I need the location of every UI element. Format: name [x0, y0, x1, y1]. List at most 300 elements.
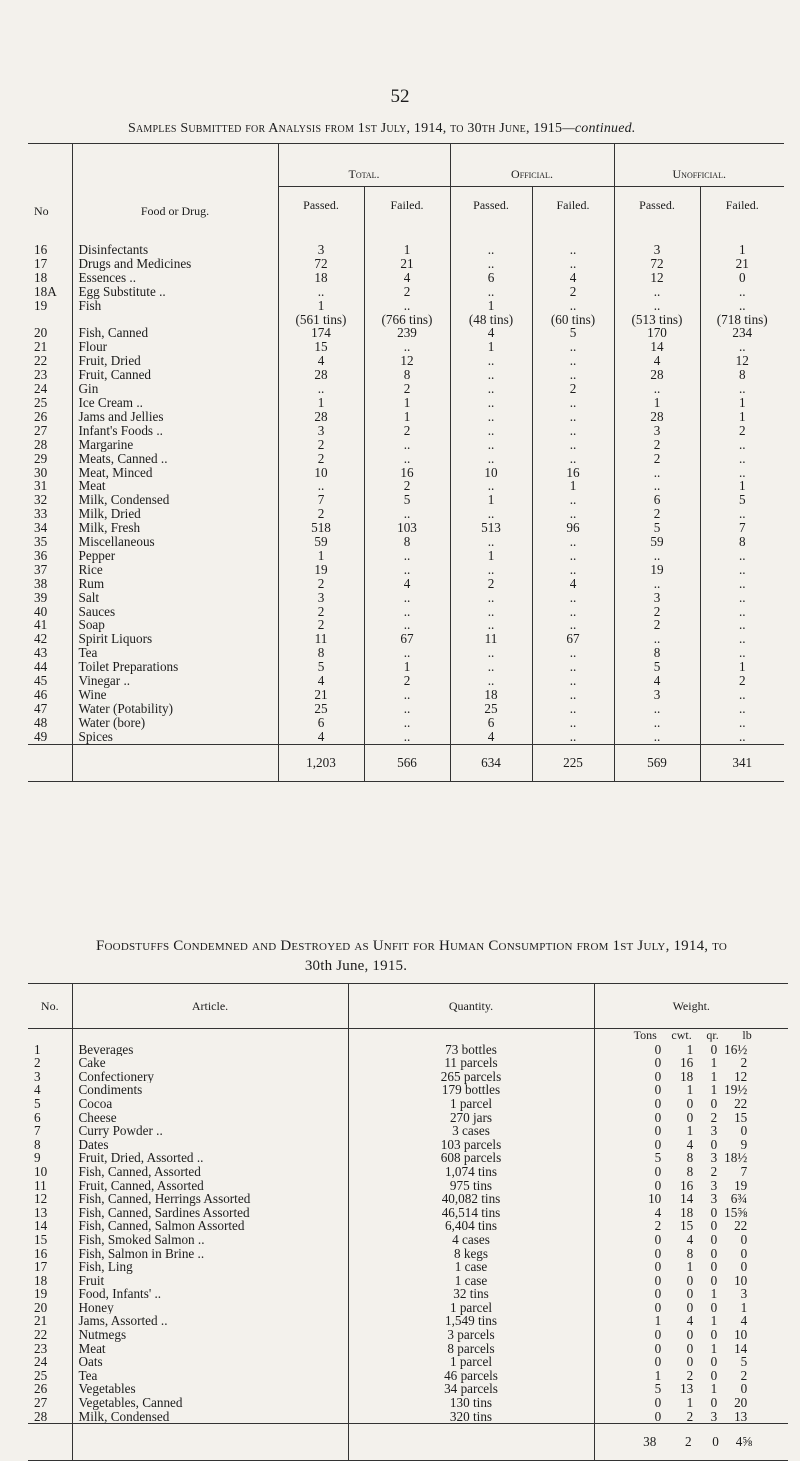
cell-unofficial-passed: 19 [614, 563, 700, 577]
cell-official-failed: (60 tins) [532, 313, 614, 327]
weight-qr: 0 [710, 1272, 718, 1288]
row-weight [594, 1382, 788, 1396]
row-weight [594, 1260, 788, 1274]
weight-lb: 0 [740, 1231, 748, 1247]
cell-official-passed: 25 [450, 702, 532, 716]
row-article: Fish, Canned, Sardines Assorted [72, 1206, 348, 1220]
row-article: Confectionery [72, 1070, 348, 1084]
cell-unofficial-failed: .. [738, 700, 746, 716]
table-row [28, 299, 784, 313]
cell-official-passed: .. [450, 674, 532, 688]
cell-unofficial-passed: .. [614, 549, 700, 563]
cell-official-passed: .. [450, 410, 532, 424]
weight-lb: 18½ [724, 1150, 748, 1166]
weight-lb: 22 [734, 1095, 748, 1111]
cell-total-failed: 239 [364, 326, 450, 340]
col-total-failed: Failed. [364, 187, 450, 224]
row-food-name: Essences .. [72, 271, 278, 285]
row-food-name: Flour [72, 340, 278, 354]
row-quantity: 3 parcels [348, 1328, 594, 1342]
cell-total-passed: 72 [278, 257, 364, 271]
col-total: Total. [278, 144, 450, 187]
weight-lb: 0 [740, 1245, 748, 1261]
table-row [28, 688, 784, 702]
cell-unofficial-failed: 234 [732, 325, 753, 341]
cell-unofficial-passed: 28 [614, 410, 700, 424]
table-row [28, 396, 784, 410]
table-row [28, 646, 784, 660]
weight-cwt: 16 [680, 1177, 694, 1193]
row-number: 27 [28, 1396, 72, 1410]
weight-lb: 0 [740, 1123, 748, 1139]
cell-unofficial-failed: 0 [738, 269, 746, 285]
cell-total-failed: .. [364, 702, 450, 716]
cell-official-passed: .. [450, 424, 532, 438]
weight-cwt: 4 [686, 1313, 694, 1329]
cell-unofficial-failed: 2 [738, 422, 746, 438]
row-weight [594, 1274, 788, 1288]
unit-cwt: cwt. [671, 1028, 692, 1042]
table-row [28, 1070, 788, 1084]
row-weight [594, 1138, 788, 1152]
row-food-name: Milk, Fresh [72, 521, 278, 535]
cell-total-failed: .. [364, 591, 450, 605]
row-food-name: Spices [72, 730, 278, 744]
total-passed-sum: 1,203 [278, 744, 364, 781]
table-row [28, 285, 784, 299]
weight-lb: 20 [734, 1395, 748, 1411]
weight-tons: 0 [654, 1245, 662, 1261]
cell-unofficial-failed: 8 [738, 367, 746, 383]
row-weight [594, 1165, 788, 1179]
weight-cwt: 0 [686, 1272, 694, 1288]
row-weight [594, 1097, 788, 1111]
cell-official-failed: 2 [532, 382, 614, 396]
weight-cwt: 4 [686, 1136, 694, 1152]
table-row [28, 1355, 788, 1369]
weight-tons: 0 [654, 1163, 662, 1179]
cell-unofficial-passed: 5 [614, 660, 700, 674]
row-number: 12 [28, 1192, 72, 1206]
cell-unofficial-passed: 5 [614, 521, 700, 535]
row-quantity: 1 case [348, 1260, 594, 1274]
cell-total-failed: 8 [364, 368, 450, 382]
row-quantity: 179 bottles [348, 1083, 594, 1097]
row-food-name: Toilet Preparations [72, 660, 278, 674]
weight-tons: 5 [654, 1150, 662, 1166]
cell-unofficial-failed: .. [738, 631, 746, 647]
cell-unofficial-passed: 1 [614, 396, 700, 410]
row-weight [594, 1247, 788, 1261]
weight-lb: 15 [734, 1109, 748, 1125]
cell-total-failed: .. [364, 299, 450, 313]
weight-cwt: 1 [686, 1041, 694, 1057]
row-number: 42 [28, 632, 72, 646]
cell-total-passed: 18 [278, 271, 364, 285]
weight-lb: 5 [740, 1354, 748, 1370]
cell-total-failed: .. [364, 688, 450, 702]
unit-lb: lb [742, 1028, 752, 1042]
cell-total-passed: 1 [278, 549, 364, 563]
cell-total-failed: 2 [364, 285, 450, 299]
row-food-name: Fruit, Canned [72, 368, 278, 382]
cell-unofficial-passed: 12 [614, 271, 700, 285]
cell-total-failed: .. [364, 716, 450, 730]
col-official-failed: Failed. [532, 187, 614, 224]
table-row [28, 1043, 788, 1057]
cell-unofficial-failed: .. [738, 728, 746, 744]
weight-tons: 4 [654, 1204, 662, 1220]
row-weight [594, 1124, 788, 1138]
weight-tons: 0 [654, 1408, 662, 1424]
cell-official-failed: .. [532, 660, 614, 674]
table-row [28, 730, 784, 744]
table-row [28, 1097, 788, 1111]
cell-total-failed: .. [364, 646, 450, 660]
row-quantity: 1,549 tins [348, 1314, 594, 1328]
row-food-name: Meat [72, 479, 278, 493]
weight-tons: 0 [654, 1340, 662, 1356]
cell-total-passed: 59 [278, 535, 364, 549]
cell-total-failed: 2 [364, 382, 450, 396]
row-number: 17 [28, 257, 72, 271]
weight-tons: 1 [654, 1367, 662, 1383]
cell-total-passed: 8 [278, 646, 364, 660]
weight-tons: 0 [654, 1272, 662, 1288]
weight-qr: 0 [710, 1218, 718, 1234]
row-number: 30 [28, 466, 72, 480]
table-row [28, 1274, 788, 1288]
weight-cwt: 0 [686, 1109, 694, 1125]
cell-total-passed: 3 [278, 424, 364, 438]
table1-title-main: Samples Submitted for Analysis from 1st July, 1914, to 30th June, 1915 [128, 121, 563, 136]
cell-official-passed: .. [450, 223, 532, 257]
row-food-name: Ice Cream .. [72, 396, 278, 410]
row-quantity: 8 kegs [348, 1247, 594, 1261]
row-weight [594, 1410, 788, 1424]
page-number: 52 [390, 86, 410, 107]
cell-official-passed: .. [450, 285, 532, 299]
cell-official-failed: .. [532, 438, 614, 452]
row-number: 28 [28, 1410, 72, 1424]
row-article: Honey [72, 1301, 348, 1315]
weight-cwt: 2 [686, 1367, 694, 1383]
cell-official-passed: .. [450, 257, 532, 271]
cell-total-passed: 4 [278, 730, 364, 744]
table-row [28, 618, 784, 632]
weight-qr: 3 [710, 1150, 718, 1166]
cell-official-passed: 11 [450, 632, 532, 646]
cell-unofficial-passed: .. [614, 382, 700, 396]
cell-unofficial-failed: .. [738, 381, 746, 397]
weight-qr: 3 [710, 1177, 718, 1193]
cell-official-passed: .. [450, 438, 532, 452]
cell-total-failed: 1 [364, 660, 450, 674]
cell-total-passed: 3 [278, 223, 364, 257]
cell-total-failed: .. [364, 438, 450, 452]
table-row [28, 1287, 788, 1301]
cell-official-failed: .. [532, 223, 614, 257]
row-number: 20 [28, 326, 72, 340]
cell-unofficial-passed: 72 [614, 257, 700, 271]
row-number: 23 [28, 368, 72, 382]
cell-official-failed: 5 [532, 326, 614, 340]
col-quantity: Quantity. [348, 984, 594, 1029]
weight-cwt: 15 [680, 1218, 694, 1234]
weight-tons: 0 [654, 1082, 662, 1098]
cell-total-passed: 15 [278, 340, 364, 354]
weight-lb: 3 [740, 1286, 748, 1302]
weight-cwt: 18 [680, 1068, 694, 1084]
cell-total-failed: 4 [364, 271, 450, 285]
row-food-name: Milk, Condensed [72, 493, 278, 507]
cell-official-passed: .. [450, 605, 532, 619]
cell-total-failed: 103 [364, 521, 450, 535]
weight-cwt: 14 [680, 1191, 694, 1207]
cell-official-failed: .. [532, 340, 614, 354]
row-article: Curry Powder .. [72, 1124, 348, 1138]
weight-lb: 15⅝ [724, 1204, 748, 1220]
row-number: 21 [28, 340, 72, 354]
row-food-name: Miscellaneous [72, 535, 278, 549]
row-number: 20 [28, 1301, 72, 1315]
table-row [28, 1124, 788, 1138]
table-row [28, 1233, 788, 1247]
cell-official-failed: 4 [532, 577, 614, 591]
cell-total-passed: .. [278, 479, 364, 493]
table-row [28, 382, 784, 396]
row-quantity: 8 parcels [348, 1342, 594, 1356]
table-row [28, 1179, 788, 1193]
weight-cwt: 8 [686, 1163, 694, 1179]
table-row [28, 521, 784, 535]
row-weight [594, 1043, 788, 1057]
table-row [28, 660, 784, 674]
row-number: 8 [28, 1138, 72, 1152]
cell-unofficial-failed: .. [738, 506, 746, 522]
weight-lb: 2 [740, 1055, 748, 1071]
row-article: Fruit, Canned, Assorted [72, 1179, 348, 1193]
total-cwt: 2 [685, 1434, 692, 1450]
table-row [28, 1369, 788, 1383]
cell-total-passed: 28 [278, 368, 364, 382]
table-row [28, 1410, 788, 1424]
table-row [28, 340, 784, 354]
cell-unofficial-passed: 14 [614, 340, 700, 354]
row-food-name: Salt [72, 591, 278, 605]
table-row [28, 674, 784, 688]
weight-cwt: 0 [686, 1354, 694, 1370]
weight-tons: 0 [654, 1136, 662, 1152]
row-number: 40 [28, 605, 72, 619]
weight-qr: 0 [710, 1245, 718, 1261]
row-article: Vegetables, Canned [72, 1396, 348, 1410]
row-food-name: Fish, Canned [72, 326, 278, 340]
table-row [28, 1165, 788, 1179]
weight-qr: 0 [710, 1041, 718, 1057]
weight-qr: 3 [710, 1123, 718, 1139]
cell-unofficial-failed: .. [738, 687, 746, 702]
row-quantity: 46 parcels [348, 1369, 594, 1383]
row-number: 19 [28, 299, 72, 313]
table-row [28, 438, 784, 452]
table-row [28, 354, 784, 368]
cell-official-passed: .. [450, 396, 532, 410]
row-weight [594, 1179, 788, 1193]
cell-total-passed: 2 [278, 605, 364, 619]
table-row [28, 549, 784, 563]
cell-unofficial-passed: 8 [614, 646, 700, 660]
row-food-name: Wine [72, 688, 278, 702]
cell-total-failed: .. [364, 340, 450, 354]
cell-official-failed: .. [532, 368, 614, 382]
row-number: 24 [28, 1355, 72, 1369]
total-tons: 38 [643, 1434, 657, 1450]
cell-unofficial-passed: 2 [614, 618, 700, 632]
row-number: 25 [28, 1369, 72, 1383]
cell-official-failed: .. [532, 730, 614, 744]
cell-official-passed: .. [450, 507, 532, 521]
table-row [28, 1083, 788, 1097]
cell-total-passed: 11 [278, 632, 364, 646]
weight-lb: 19½ [724, 1082, 748, 1098]
cell-unofficial-passed: (513 tins) [614, 313, 700, 327]
cell-unofficial-passed: 2 [614, 507, 700, 521]
row-article: Nutmegs [72, 1328, 348, 1342]
row-quantity: 1 case [348, 1274, 594, 1288]
row-weight [594, 1396, 788, 1410]
col-no: No [28, 144, 72, 224]
row-food-name: Vinegar .. [72, 674, 278, 688]
weight-tons: 0 [654, 1177, 662, 1193]
cell-unofficial-failed: 7 [738, 520, 746, 536]
cell-unofficial-passed: .. [614, 702, 700, 716]
row-article: Tea [72, 1369, 348, 1383]
table1-title [128, 121, 788, 137]
row-article: Meat [72, 1342, 348, 1356]
col-unofficial-passed: Passed. [614, 187, 700, 224]
weight-lb: 2 [740, 1367, 748, 1383]
weight-lb: 10 [734, 1327, 748, 1343]
cell-total-passed: 21 [278, 688, 364, 702]
table-row [28, 1342, 788, 1356]
cell-total-passed: 1 [278, 396, 364, 410]
table-row [28, 1219, 788, 1233]
weight-lb: 12 [734, 1068, 748, 1084]
col-unofficial-failed: Failed. [700, 187, 784, 224]
cell-official-passed: 1 [450, 340, 532, 354]
unit-tons: Tons [633, 1028, 657, 1042]
cell-unofficial-failed: .. [738, 603, 746, 619]
table-row [28, 479, 784, 493]
cell-official-failed: .. [532, 396, 614, 410]
cell-total-passed: .. [278, 285, 364, 299]
row-weight [594, 1070, 788, 1084]
row-food-name: Jams and Jellies [72, 410, 278, 424]
cell-unofficial-passed: 2 [614, 452, 700, 466]
cell-official-passed: .. [450, 535, 532, 549]
table-row [28, 313, 784, 327]
row-quantity: 1 parcel [348, 1301, 594, 1315]
cell-unofficial-passed: 4 [614, 674, 700, 688]
row-number: 29 [28, 452, 72, 466]
weight-lb: 0 [740, 1259, 748, 1275]
cell-total-failed: .. [364, 452, 450, 466]
weight-lb: 19 [734, 1177, 748, 1193]
weight-tons: 0 [654, 1109, 662, 1125]
cell-official-failed: .. [532, 452, 614, 466]
row-article: Beverages [72, 1043, 348, 1057]
cell-unofficial-failed: 1 [738, 242, 746, 257]
cell-official-passed: 10 [450, 466, 532, 480]
cell-unofficial-failed: .. [738, 283, 746, 299]
table2-title [96, 936, 786, 976]
cell-official-passed: .. [450, 618, 532, 632]
row-quantity: 11 parcels [348, 1056, 594, 1070]
row-number: 21 [28, 1314, 72, 1328]
cell-unofficial-failed: .. [738, 714, 746, 730]
row-number: 43 [28, 646, 72, 660]
cell-unofficial-passed: .. [614, 716, 700, 730]
row-number: 39 [28, 591, 72, 605]
cell-unofficial-passed: 3 [614, 688, 700, 702]
row-number: 49 [28, 730, 72, 744]
cell-total-passed: 3 [278, 591, 364, 605]
row-article: Fish, Canned, Assorted [72, 1165, 348, 1179]
weight-cwt: 13 [680, 1381, 694, 1397]
table-row [28, 1206, 788, 1220]
cell-unofficial-failed: .. [738, 617, 746, 633]
table-row [28, 257, 784, 271]
row-number: 2 [28, 1056, 72, 1070]
weight-qr: 1 [710, 1340, 718, 1356]
cell-unofficial-failed: 1 [738, 408, 746, 424]
table-row [28, 577, 784, 591]
row-food-name: Milk, Dried [72, 507, 278, 521]
row-quantity: 1 parcel [348, 1355, 594, 1369]
row-number: 11 [28, 1179, 72, 1193]
weight-tons: 1 [654, 1313, 662, 1329]
row-weight [594, 1083, 788, 1097]
row-number: 22 [28, 354, 72, 368]
cell-official-failed: .. [532, 646, 614, 660]
row-number: 31 [28, 479, 72, 493]
row-number: 18 [28, 271, 72, 285]
row-weight [594, 1314, 788, 1328]
row-quantity: 1,074 tins [348, 1165, 594, 1179]
row-weight [594, 1111, 788, 1125]
weight-tons: 0 [654, 1259, 662, 1275]
official-failed-sum: 225 [532, 744, 614, 781]
row-food-name: Water (bore) [72, 716, 278, 730]
weight-tons: 0 [654, 1327, 662, 1343]
col-no: No. [28, 984, 72, 1029]
row-article: Fish, Ling [72, 1260, 348, 1274]
weight-cwt: 18 [680, 1204, 694, 1220]
table-row [28, 1151, 788, 1165]
row-number: 15 [28, 1233, 72, 1247]
row-number: 6 [28, 1111, 72, 1125]
col-official-passed: Passed. [450, 187, 532, 224]
total-failed-sum: 566 [364, 744, 450, 781]
row-food-name [72, 313, 278, 327]
row-number: 22 [28, 1328, 72, 1342]
table2-title-line2: 30th June, 1915. [304, 958, 408, 974]
cell-total-failed: .. [364, 730, 450, 744]
cell-total-failed: 2 [364, 424, 450, 438]
row-number: 13 [28, 1206, 72, 1220]
cell-unofficial-failed: 1 [738, 478, 746, 494]
